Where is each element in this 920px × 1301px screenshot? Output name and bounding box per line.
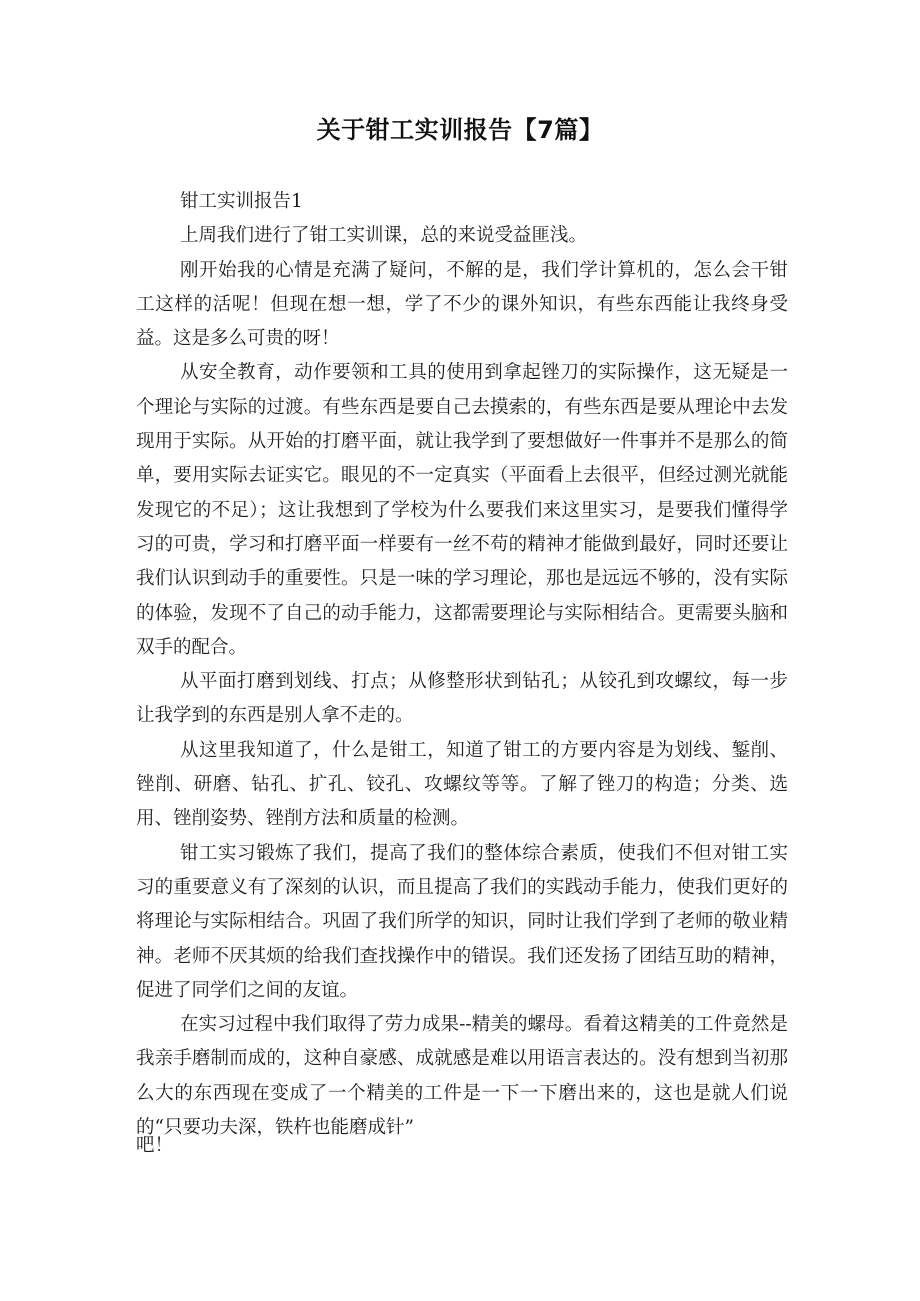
document-body [136, 185, 788, 1145]
paragraph-5: 从这里我知道了，什么是钳工，知道了钳工的方要内容是为划线、錾削、锉削、研磨、钻孔、扩孔、铰孔、攻螺纹等等。了解了锉刀的构造；分类、选用、锉削姿势、锉削方法和质量的检测。 [136, 739, 788, 830]
paragraph-4: 从平面打磨到划线、打点；从修整形状到钻孔；从铰孔到攻螺纹，每一步让我学到的东西是别人拿不走的。 [136, 671, 788, 727]
paragraph-3: 从安全教育，动作要领和工具的使用到拿起锉刀的实际操作，这无疑是一个理论与实际的过渡。有些东西是要自己去摸索的，有些东西是要从理论中去发现用于实际。从开始的打磨平面，就让我学到了要想做好一件事并不是那么的简单，要用实际去证实它。眼见的不一定真实（平面看上去很平，但经过测光就能发现它的不足）；这让我想到了学校为什么要我们来这里实习，是要我们懂得学习的可贵，学习和打磨平面一样要有一丝不苟的精神才能做到最好，同时还要让我们认识到动手的重要性。只是一味的学习理论，那也是远远不够的，没有实际的体验，发现不了自己的动手能力，这都需要理论与实际相结合。更需要头脑和双手的配合。 [136, 362, 788, 658]
document-title: 关于钳工实训报告【7篇】 [316, 116, 604, 144]
paragraph-tail: 吧！ [136, 1135, 174, 1156]
paragraph-6: 钳工实习锻炼了我们，提高了我们的整体综合素质，使我们不但对钳工实习的重要意义有了深刻的认识，而且提高了我们的实践动手能力，使我们更好的将理论与实际相结合。巩固了我们所学的知识，同时让我们学到了老师的敬业精神。老师不厌其烦的给我们查找操作中的错误。我们还发扬了团结互助的精神，促进了同学们之间的友谊。 [136, 842, 788, 1001]
paragraph-1: 上周我们进行了钳工实训课，总的来说受益匪浅。 [180, 225, 588, 247]
section-heading: 钳工实训报告1 [180, 191, 303, 212]
paragraph-2: 刚开始我的心情是充满了疑问，不解的是，我们学计算机的，怎么会干钳工这样的活呢！但现在想一想，学了不少的课外知识，有些东西能让我终身受益。这是多么可贵的呀！ [136, 259, 788, 350]
paragraph-7: 在实习过程中我们取得了劳力成果--精美的螺母。看着这精美的工件竟然是我亲手磨制而成的，这种自豪感、成就感是难以用语言表达的。没有想到当初那么大的东西现在变成了一个精美的工件是一下一下磨出来的，这也是就人们说的“只要功夫深，铁杵也能磨成针” [136, 1014, 788, 1139]
